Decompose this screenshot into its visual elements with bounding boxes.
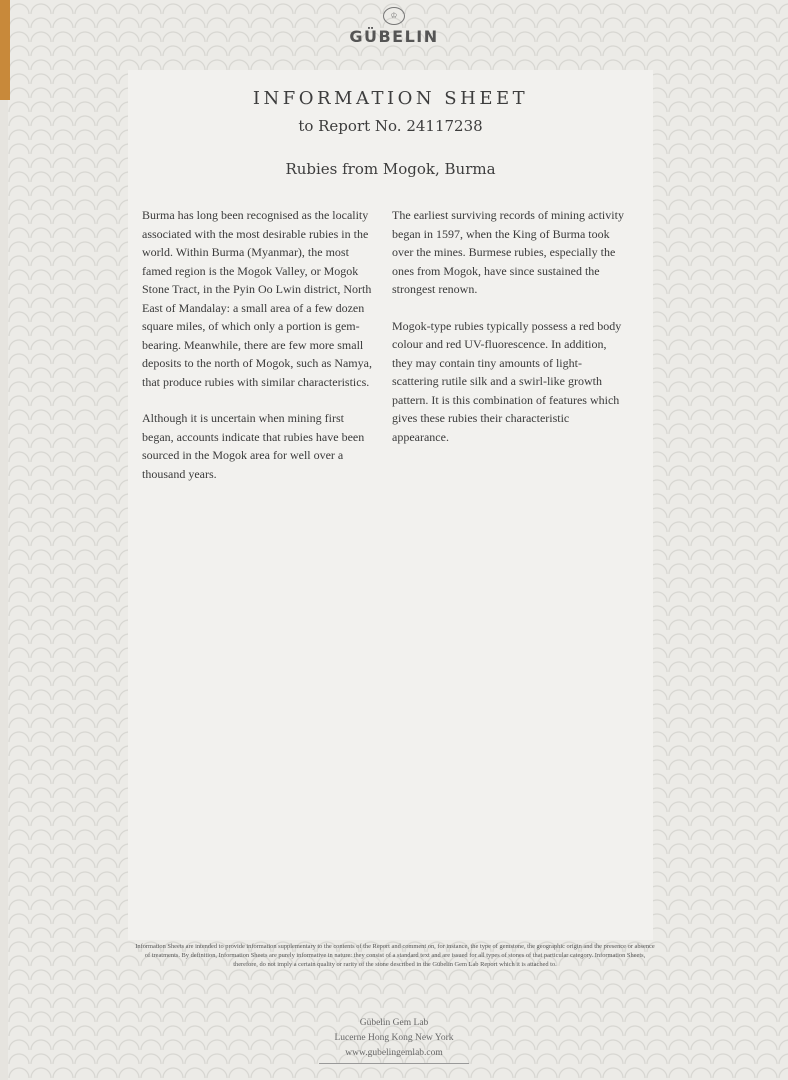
footer	[0, 1016, 788, 1064]
paragraph: Although it is uncertain when mining first began, accounts indicate that rubies have been sourced in the Mogok area for well over a thousand years.	[142, 411, 365, 481]
website-link[interactable]: www.gubelingemlab.com	[345, 1048, 443, 1058]
report-number: to Report No. 24117238	[298, 117, 483, 135]
crown-emblem-icon: ♔	[383, 7, 405, 25]
left-column	[142, 206, 376, 501]
section-heading: Rubies from Mogok, Burma	[285, 160, 496, 178]
lab-locations: Lucerne Hong Kong New York	[334, 1033, 454, 1043]
right-column	[392, 206, 626, 464]
footer-divider	[319, 1063, 469, 1064]
lab-name: Gübelin Gem Lab	[359, 1018, 429, 1028]
paragraph: The earliest surviving records of mining activity began in 1597, when the King of Burma took over the mines. Burmese rubies, especially the ones from Mogok, have since sustained the strongest renown.	[392, 208, 624, 296]
paragraph: Burma has long been recognised as the locality associated with the most desirable rubies in the world. Within Burma (Myanmar), the most famed region is the Mogok Valley, or Mogok Stone Tract, in the Pyin Oo Lwin district, North East of Mandalay: a small area of a few dozen square miles, of which only a portion is gem-bearing. Meanwhile, there are few more small deposits to the north of Mogok, such as Namya, that produce rubies with similar characteristics.	[142, 208, 372, 389]
page-title: INFORMATION SHEET	[252, 88, 529, 109]
disclaimer-text: Information Sheets are intended to provide information supplementary to the contents of the Report and comment on, for instance, the type of gemstone, the geographic origin and the presence or absence of treatments. By definition, Information Sheets are purely informative in nature: they consist of a standard text and are issued for all types of stones of that particular category. Information Sheets, therefore, do not imply a certain quality or rarity of the stone described in the Gübelin Gem Lab Report which it is attached to.	[135, 943, 655, 968]
brand-logo	[0, 3, 788, 46]
paragraph: Mogok-type rubies typically possess a red body colour and red UV-fluorescence. In addition, they may contain tiny amounts of light-scattering rutile silk and a swirl-like growth pattern. It is this combination of features which gives these rubies their characteristic appearance.	[392, 318, 622, 444]
brand-name: GÜBELIN	[349, 27, 439, 46]
content-panel	[128, 70, 653, 940]
